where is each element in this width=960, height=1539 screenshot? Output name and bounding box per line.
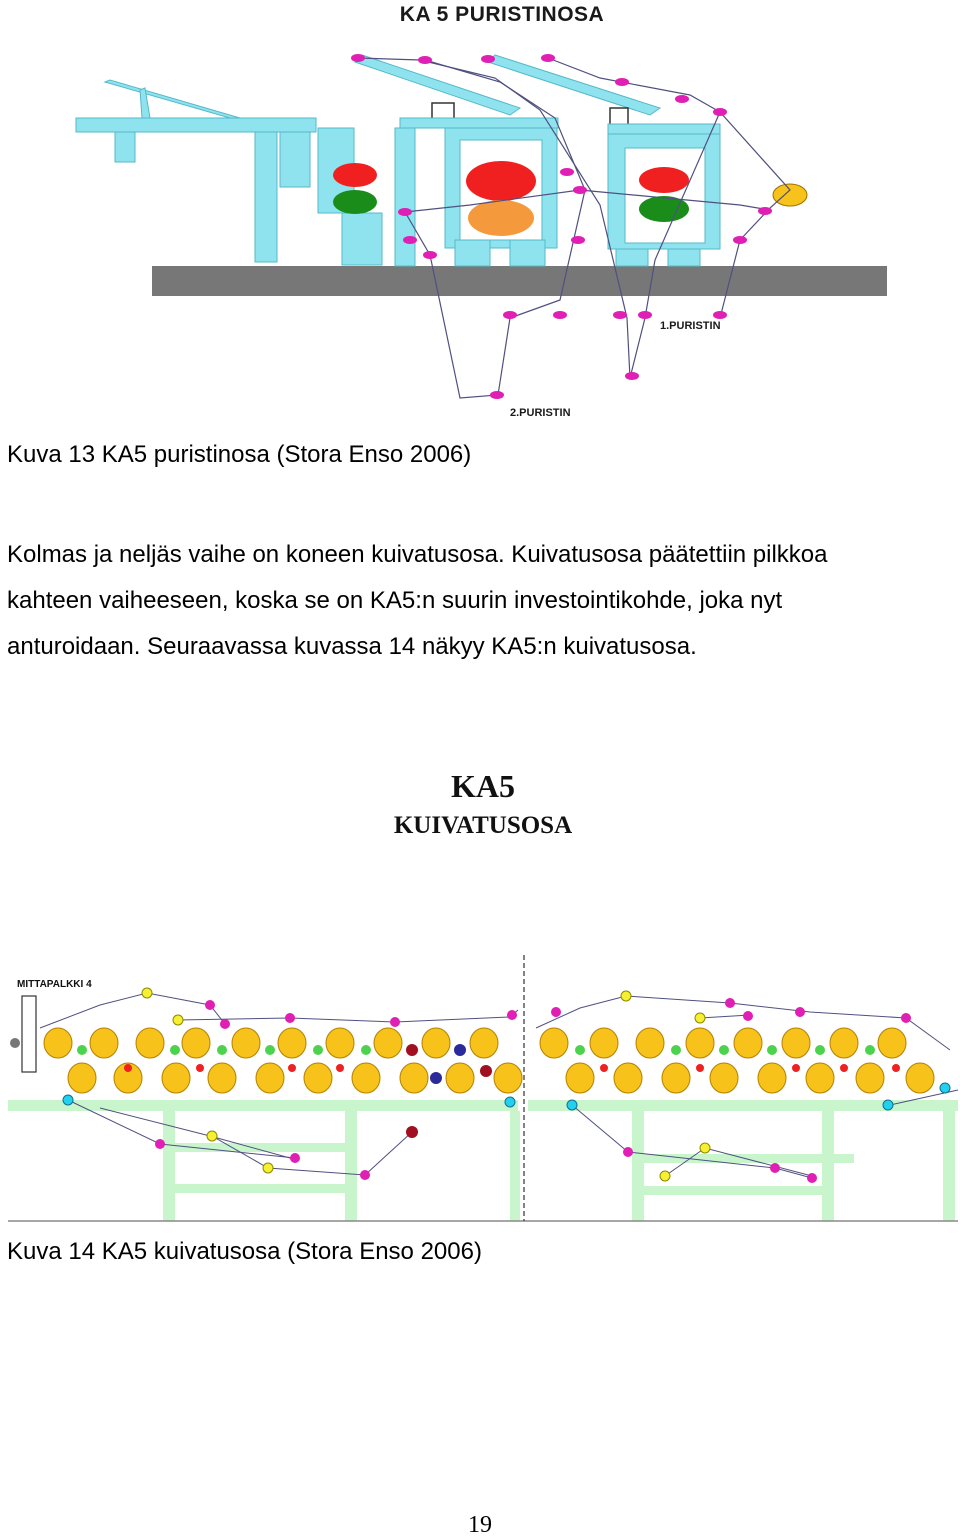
- dryer-title-line-1: KA5: [451, 768, 515, 804]
- support-structure: [8, 1100, 958, 1221]
- felt-wires: [358, 58, 790, 398]
- frame-middle: [355, 55, 558, 266]
- label-press-2: 2.PURISTIN: [510, 407, 571, 419]
- paragraph-line-3: anturoidaan. Seuraavassa kuvassa 14 näkyy KA5:n kuivatusosa.: [7, 633, 697, 660]
- label-sensor-beam: MITTAPALKKI 4: [17, 979, 92, 990]
- press-section-diagram: [0, 0, 960, 425]
- paragraph-line-1: Kolmas ja neljäs vaihe on koneen kuivatusosa. Kuivatusosa päätettiin pilkkoa: [7, 541, 828, 568]
- dryer-title-line-2: KUIVATUSOSA: [393, 812, 573, 839]
- paragraph-line-2: kahteen vaiheeseen, koska se on KA5:n suurin investointikohde, joka nyt: [7, 587, 783, 614]
- floor-slab: [152, 266, 887, 296]
- dryer-cylinders: [44, 1028, 934, 1093]
- figure-13-caption: Kuva 13 KA5 puristinosa (Stora Enso 2006): [7, 441, 472, 468]
- dryer-section-diagram: [0, 760, 960, 1230]
- sensor-head: [10, 1038, 20, 1048]
- page-number: 19: [468, 1512, 492, 1538]
- sensor-beam-4: [22, 996, 36, 1072]
- figure-14-caption: Kuva 14 KA5 kuivatusosa (Stora Enso 2006): [7, 1238, 482, 1265]
- label-press-1: 1.PURISTIN: [660, 320, 721, 332]
- body-paragraph: [7, 532, 947, 670]
- press-section-title: KA 5 PURISTINOSA: [399, 3, 605, 26]
